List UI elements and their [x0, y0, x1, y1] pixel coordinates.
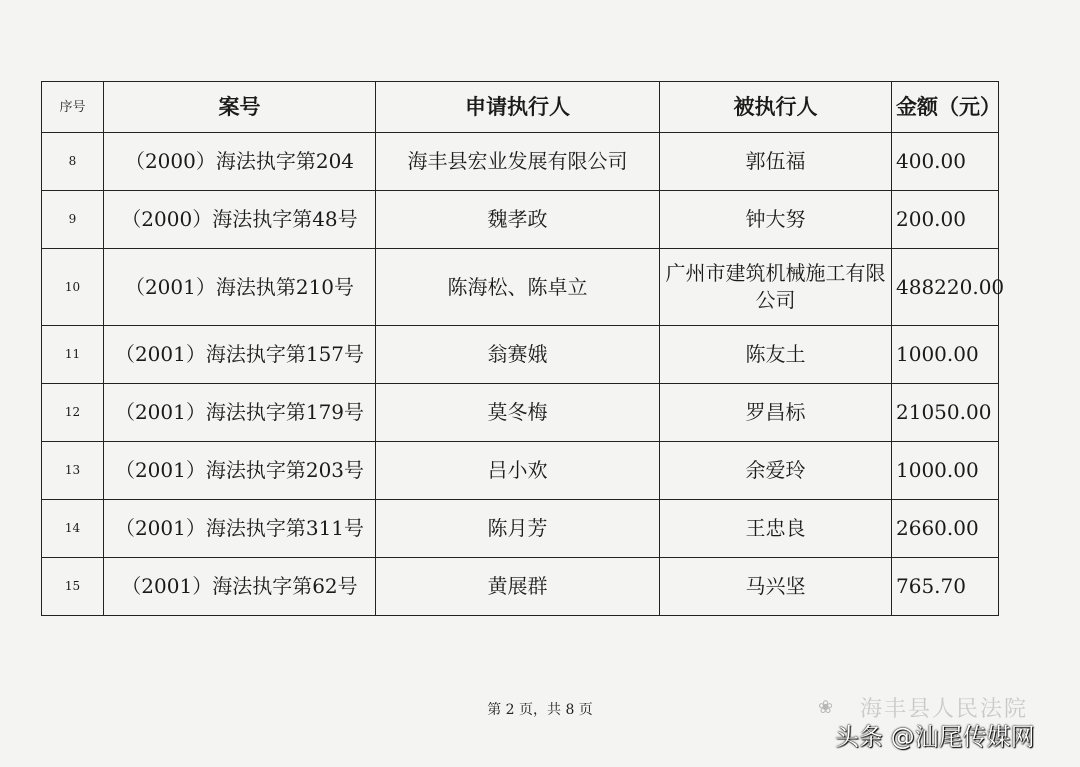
cell-applicant: 魏孝政	[376, 191, 660, 249]
cell-seq: 13	[42, 442, 104, 500]
cell-respondent: 余爱玲	[660, 442, 892, 500]
cell-applicant: 翁赛娥	[376, 326, 660, 384]
cell-applicant: 莫冬梅	[376, 384, 660, 442]
cell-case-no: （2001）海法执字第311号	[104, 500, 376, 558]
cell-amount: 765.70	[892, 558, 999, 616]
page-number-footer: 第 2 页，共 8 页	[487, 702, 593, 718]
header-applicant: 申请执行人	[376, 82, 660, 133]
cell-amount: 400.00	[892, 133, 999, 191]
cell-applicant: 黄展群	[376, 558, 660, 616]
table-header-row	[42, 82, 999, 133]
faint-watermark: 海丰县人民法院	[860, 697, 1029, 722]
cell-case-no: （2001）海法执第210号	[104, 249, 376, 326]
cell-seq: 10	[42, 249, 104, 326]
cell-seq: 14	[42, 500, 104, 558]
cell-respondent: 王忠良	[660, 500, 892, 558]
cell-case-no: （2000）海法执字第48号	[104, 191, 376, 249]
cell-seq: 9	[42, 191, 104, 249]
table-row	[42, 384, 999, 442]
cell-seq: 11	[42, 326, 104, 384]
cell-case-no: （2001）海法执字第157号	[104, 326, 376, 384]
cell-applicant: 吕小欢	[376, 442, 660, 500]
cell-amount: 1000.00	[892, 326, 999, 384]
cell-respondent: 陈友土	[660, 326, 892, 384]
cell-seq: 8	[42, 133, 104, 191]
header-seq: 序号	[42, 82, 104, 133]
cell-respondent: 罗昌标	[660, 384, 892, 442]
cell-amount: 21050.00	[892, 384, 999, 442]
wechat-icon: ❀	[818, 697, 834, 718]
header-case-no: 案号	[104, 82, 376, 133]
cell-case-no: （2001）海法执字第179号	[104, 384, 376, 442]
table-row	[42, 249, 999, 326]
cell-respondent: 郭伍福	[660, 133, 892, 191]
cell-applicant: 陈海松、陈卓立	[376, 249, 660, 326]
cell-amount: 200.00	[892, 191, 999, 249]
table-row	[42, 500, 999, 558]
cell-amount: 2660.00	[892, 500, 999, 558]
cell-case-no: （2001）海法执字第62号	[104, 558, 376, 616]
header-amount: 金额（元）	[892, 82, 999, 133]
table-row	[42, 558, 999, 616]
document-table-container	[41, 81, 1005, 616]
table-row	[42, 133, 999, 191]
source-watermark: 头条 @汕尾传媒网	[835, 723, 1035, 751]
cell-applicant: 陈月芳	[376, 500, 660, 558]
cell-respondent: 马兴坚	[660, 558, 892, 616]
cell-amount: 488220.00	[892, 249, 999, 326]
cell-respondent: 钟大努	[660, 191, 892, 249]
table-row	[42, 191, 999, 249]
cell-seq: 15	[42, 558, 104, 616]
cell-respondent: 广州市建筑机械施工有限公司	[660, 249, 892, 326]
cell-applicant: 海丰县宏业发展有限公司	[376, 133, 660, 191]
cell-amount: 1000.00	[892, 442, 999, 500]
table-row	[42, 326, 999, 384]
cell-case-no: （2000）海法执字第204	[104, 133, 376, 191]
header-respondent: 被执行人	[660, 82, 892, 133]
table-row	[42, 442, 999, 500]
cell-case-no: （2001）海法执字第203号	[104, 442, 376, 500]
cell-seq: 12	[42, 384, 104, 442]
enforcement-cases-table	[41, 81, 1005, 616]
